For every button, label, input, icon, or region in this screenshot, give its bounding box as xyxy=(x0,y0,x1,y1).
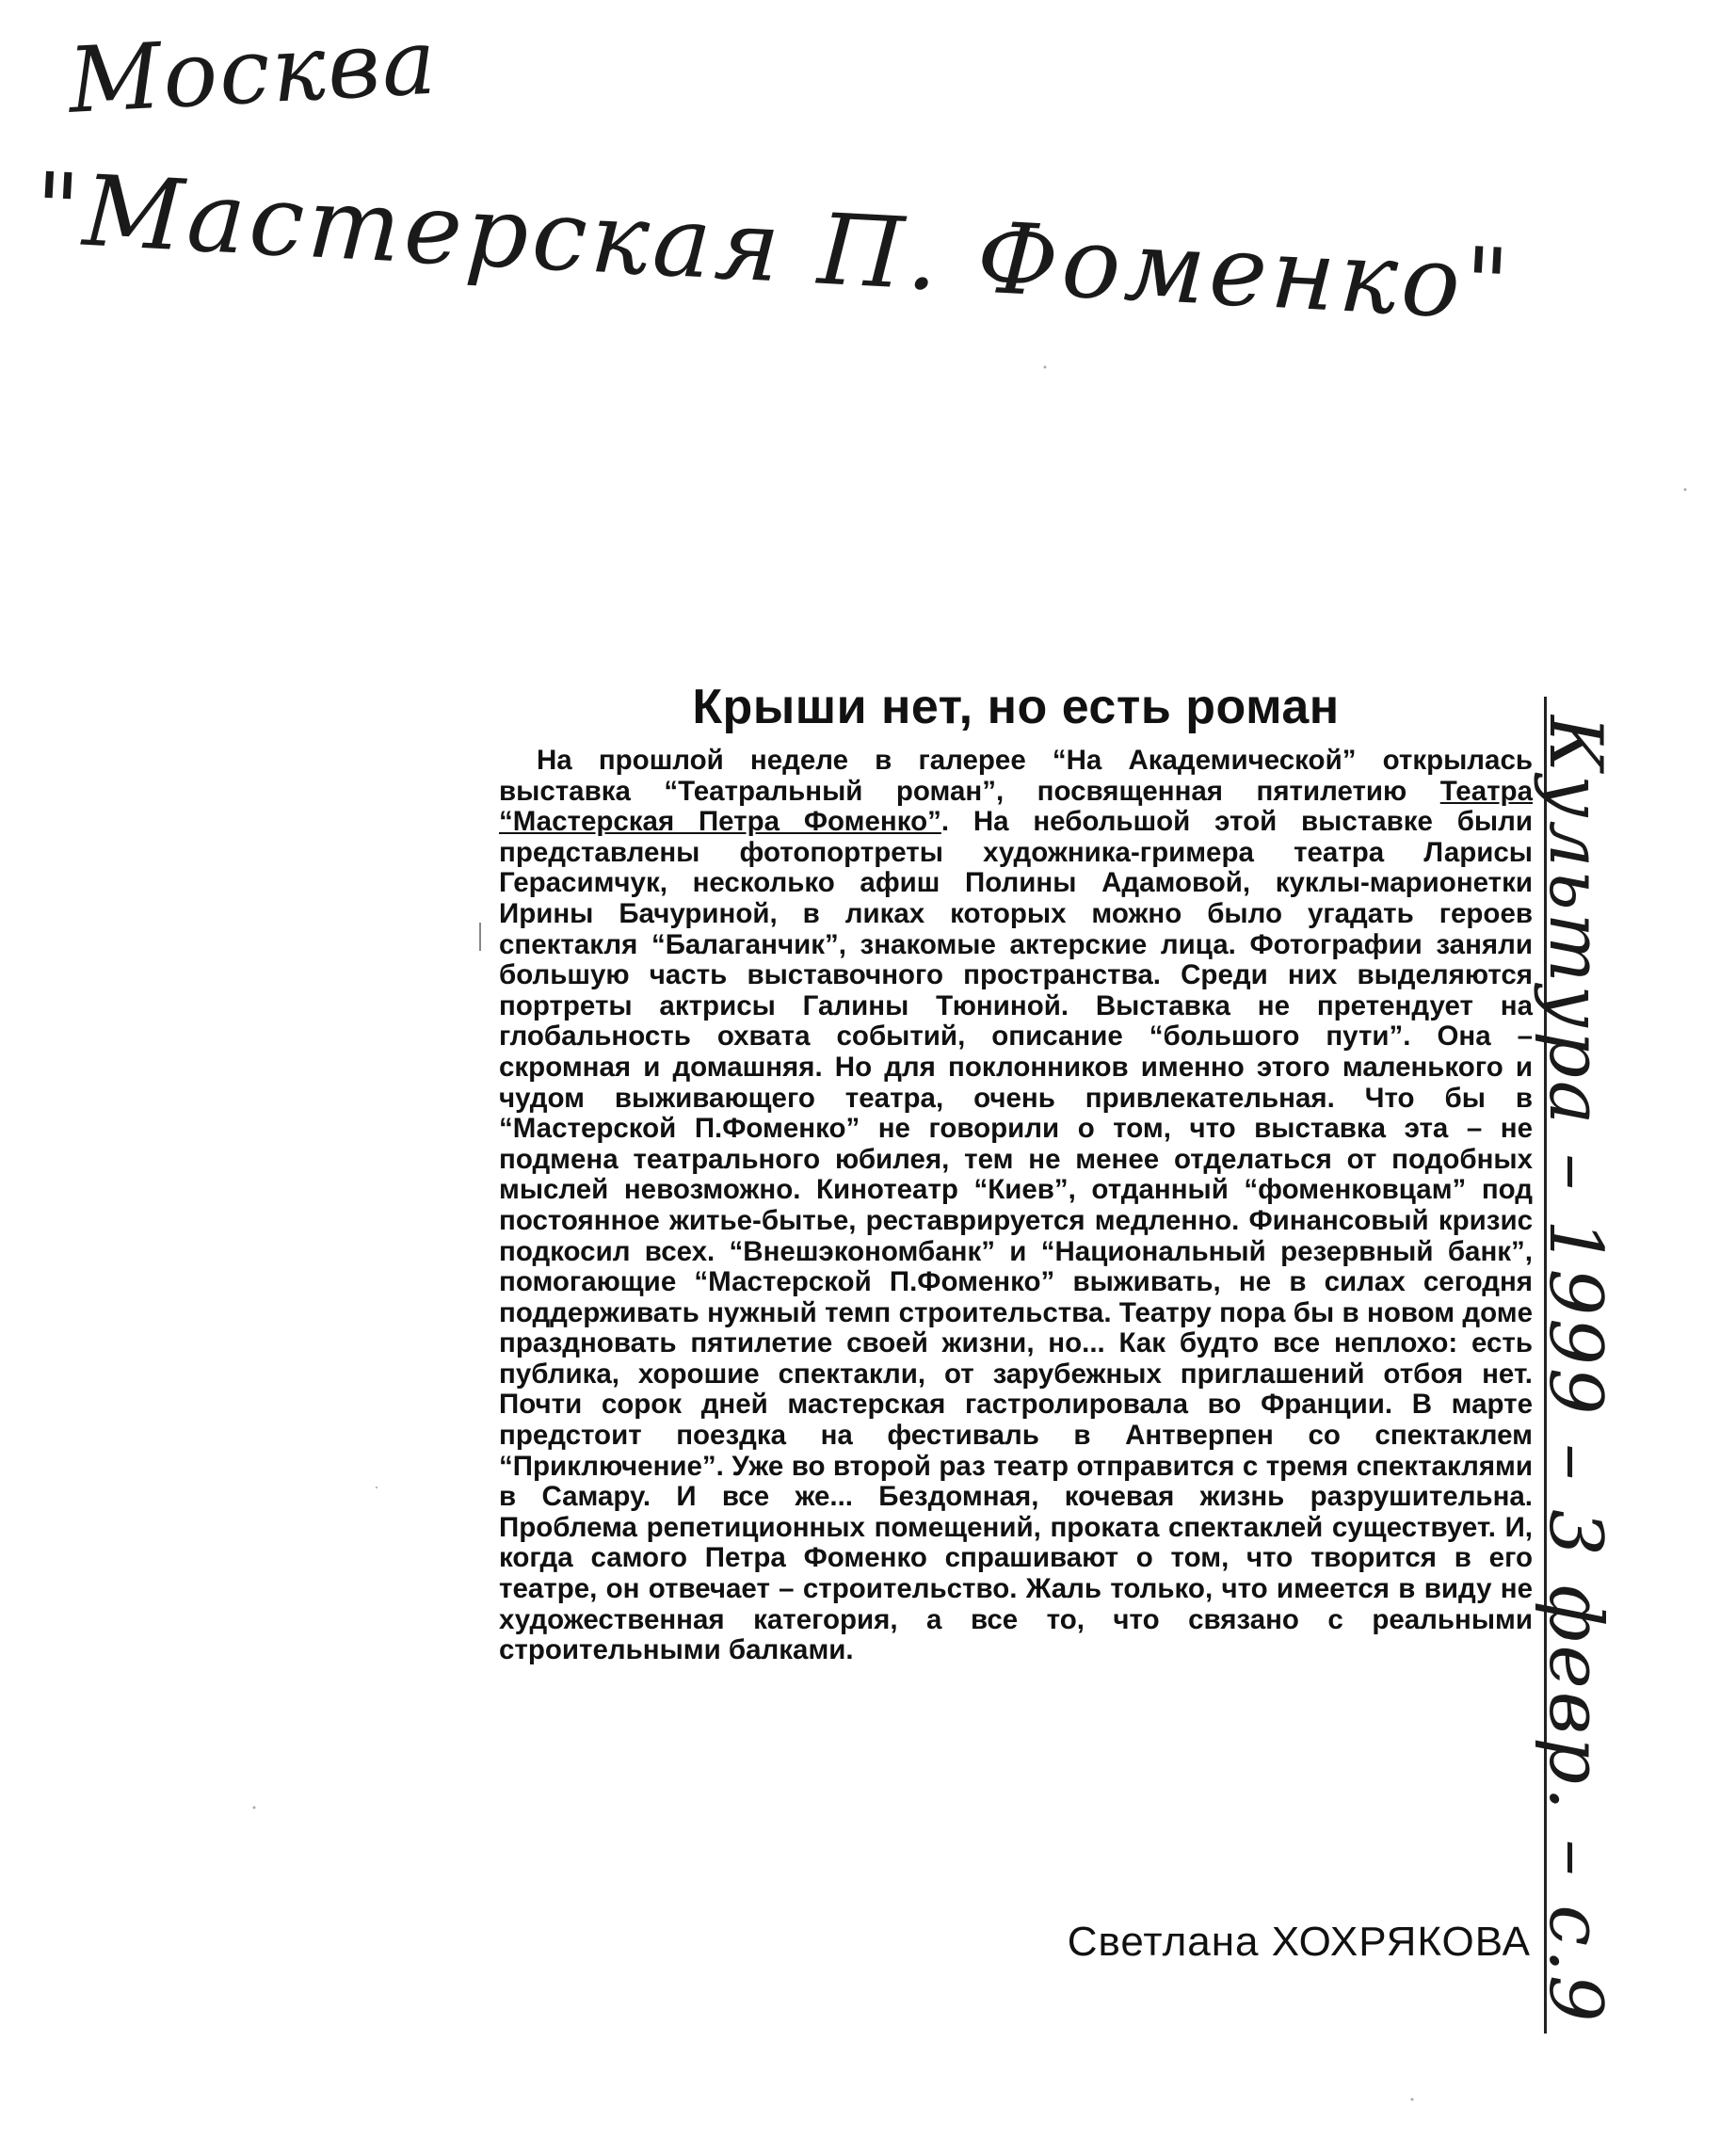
handwritten-source-note xyxy=(1533,715,1617,2025)
article-body-part-1: На прошлой неделе в галерее “На Академической” открылась выставка “Театральный роман”, посвященная пятилетию xyxy=(499,745,1533,807)
handwritten-source-text: Культура – 1999 – 3 февр. – с.9 xyxy=(1533,715,1617,2025)
article-byline: Светлана ХОХРЯКОВА xyxy=(1067,1919,1531,1965)
article-headline: Крыши нет, но есть роман xyxy=(692,680,1340,734)
handwritten-theatre-note: "Мастерская П. Фоменко" xyxy=(31,151,1517,344)
newspaper-article xyxy=(499,676,1533,1666)
article-body-part-2: . На небольшой этой выставке были представлены фотопортреты художника-гримера театра Ларисы Герасимчук, несколько афиш Полины Адамовой, куклы-марионетки Ирины Бачуриной, в ликах которых можно было угадать героев спектакля “Балаганчик”, знакомые актерские лица. Фотографии заняли большую часть выставочного пространства. Среди них выделяются портреты актрисы Галины Тюниной. Выставка не претендует на глобальность охвата событий, описание “большого пути”. Она – скромная и домашняя. Но для поклонников именно этого маленького и чудом выживающего театра, очень привлекательная. Что бы в “Мастерской П.Фоменко” не говорили о том, что выставка эта – не подмена театрального юбилея, тем не менее отделаться от подобных мыслей невозможно. Кинотеатр “Киев”, отданный “фоменковцам” под постоянное житье-бытье, реставрируется медленно. Финансовый кризис подкосил всех. “Внешэкономбанк” и “Национальный резервный банк”, помогающие “Мастерской П.Фоменко” выживать, не в силах сегодня поддерживать нужный темп строительства. Театру пора бы в новом доме праздновать пятилетие своей жизни, но... Как будто все неплохо: есть публика, хорошие спектакли, от зарубежных приглашений отбоя нет. Почти сорок дней мастерская гастролировала во Франции. В марте предстоит поездка на фестиваль в Антверпен со спектаклем “Приключение”. Уже во второй раз театр отправится с тремя спектаклями в Самару. И все же... Бездомная, кочевая жизнь разрушительна. Проблема репетиционных помещений, проката спектаклей существует. И, когда самого Петра Фоменко спрашивают о том, что творится в его театре, он отвечает – строительство. Жаль только, что имеется в виду не художественная категория, а все то, что связано с реальными строительными балками. xyxy=(499,806,1533,1666)
handwritten-city-note: Москва xyxy=(66,8,441,134)
article-body xyxy=(499,746,1533,1666)
article-body-underlined: Театра “Мастерская Петра Фоменко” xyxy=(499,775,1533,838)
